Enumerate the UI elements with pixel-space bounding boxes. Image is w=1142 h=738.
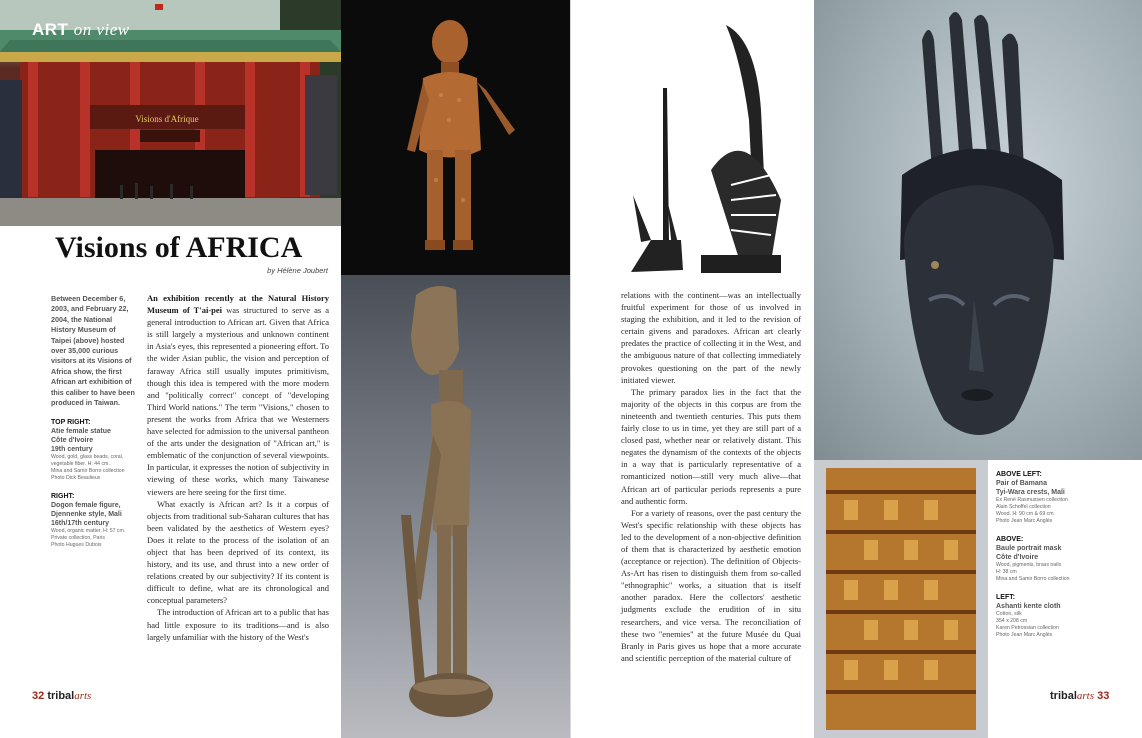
caption-detail: Wood, pigments, brass nails (996, 562, 1062, 568)
tyiwara-crests-illustration (571, 0, 814, 288)
kente-cloth-photo (814, 460, 988, 738)
caption-detail: Mina and Samir Borro collection (51, 468, 125, 475)
caption-above-label: ABOVE: (996, 536, 1024, 543)
body-paragraph: The introduction of African art to a public that has had little exposure to its traditions—and is also largely unfamiliar with the history of the West's (147, 607, 329, 642)
section-label-italic: on view (73, 20, 130, 39)
magazine-name-italic: arts (74, 690, 92, 702)
caption-line: Dogon female figure, (51, 502, 121, 510)
section-header (32, 20, 130, 40)
folio-right (1050, 690, 1109, 702)
body-paragraph: relations with the continent—was an intellectually fruitful experiment for those of us involved in staging the exhibition, and it led to the revision of certain givens and paradoxes. African art clearly predates the practice of collecting it in the West, and the ambiguous nature of that collecting immediately provokes questioning on the part of the newly initiated viewer. (621, 290, 801, 385)
baule-mask-illustration (814, 0, 1142, 460)
left-body-column (147, 292, 329, 643)
caption-detail: Wood, organic matter. H: 57 cm. (51, 528, 126, 535)
intro-blurb: Between December 6, 2003, and February 22, 2004, the National History Museum of Taipei (above) hosted over 35,000 curious visitors at its Visions of Africa show, the first African art exhibition of this caliber to have been produced in Taiwan. (51, 294, 135, 408)
caption-right-label: RIGHT: (51, 493, 75, 501)
lead-in: An exhibition recently at the Natural History Museum of T'ai-pei (147, 293, 329, 316)
museum-sign-text: Visions d'Afrique (135, 114, 199, 124)
caption-detail: Mina and Samir Borro collection (996, 576, 1070, 582)
byline: by Hélène Joubert (267, 266, 328, 275)
body-paragraph (147, 292, 329, 498)
caption-above-left-label: ABOVE LEFT: (996, 471, 1042, 478)
atie-statue-illustration (341, 0, 571, 275)
caption-line: Tyi-Wara crests, Mali (996, 489, 1065, 496)
caption-line: Atie female statue (51, 428, 111, 436)
magazine-name-italic: arts (1076, 690, 1095, 702)
caption-detail: Photo Hugues Dubois (51, 542, 102, 549)
kente-cloth-illustration (814, 460, 988, 738)
body-paragraph: What exactly is African art? Is it a corpus of objects from traditional sub-Saharan cultures that has been validated by the aesthetics of Western eyes? Does it relate to the process of the isolation of an object that has been deprived of its context, its history, and its use, and thrust into a new order of relations created by our subjectivity? If its content is difficult to define, what are its chronological and conceptual parameters? (147, 498, 329, 606)
right-body-column (621, 289, 801, 664)
tyiwara-crests-photo (571, 0, 814, 288)
caption-top-right-label: TOP RIGHT: (51, 419, 91, 427)
body-paragraph: For a variety of reasons, over the past century the West's specific relationship with these objects has led to the development of a non-objective definition of them that is characterized by aesthetic emotion (acceptance or rejection). The definition of Objects-As-Art has risen to distinguish them from so-called "ethnographic" works, a situation that is itself another paradox. Here the collectors' aesthetic judgments exclude the erudition of in situ researchers, and vice versa. The reconciliation of these two "enemies" at the future Musée du Quai Branly in Paris gives us hope that a more accurate and scientific perception of the material culture of (621, 507, 801, 663)
caption-detail: Photo Jean Marc Anglès (996, 518, 1053, 524)
paragraph-text: was structured to serve as a general introduction to African art. Given that Africa is still largely a mysterious and unknown continent in Asia's eyes, this represented a pioneering effort. To the wider Asian public, the vision and perception of faraway Africa still usually imputes primitivism, though this idea is tempered with the more modern and "politically correct" concept of "developing Third World nations." The term "Visions," chosen to present the works from Africa that we Westerners have selected for admission to the universal pantheon of the arts under the designation of "African art," is emblematic of the conjunction of several viewpoints. In particular, it expresses the notion of subjectivity in viewing of these works, which many Taiwanese viewers are here seeing for the first time. (147, 305, 329, 497)
atie-statue-photo (341, 0, 571, 275)
folio-left (32, 690, 91, 702)
caption-detail: Karen Petrossian collection (996, 625, 1059, 631)
baule-mask-photo (814, 0, 1142, 460)
article-title: Visions of AFRICA (55, 231, 303, 264)
caption-line: Côte d'Ivoire (51, 437, 94, 445)
caption-left-label: LEFT: (996, 594, 1016, 601)
caption-line: Djennenke style, Mali (51, 511, 122, 519)
caption-detail: Cotton, silk (996, 611, 1022, 617)
caption-line: Pair of Bamana (996, 480, 1047, 487)
page-number: 33 (1097, 690, 1110, 702)
caption-line: Baule portrait mask (996, 545, 1062, 552)
caption-detail: H: 38 cm (996, 569, 1017, 575)
caption-detail: Alain Schoffel collection (996, 504, 1051, 510)
magazine-name: tribal (1050, 690, 1077, 702)
caption-detail: Ex René Rasmussen collection (996, 497, 1068, 503)
page-gutter (570, 0, 571, 738)
caption-line: Ashanti kente cloth (996, 603, 1061, 610)
caption-detail: Photo Dick Beaulieux (51, 475, 101, 482)
caption-detail: Wood. H: 90 cm & 69 cm (996, 511, 1054, 517)
page-number: 32 (32, 690, 45, 702)
caption-detail: vegetable fiber. H: 44 cm. (51, 461, 110, 468)
body-paragraph: The primary paradox lies in the fact that the majority of the objects in this corpus are from the nineteenth and twentieth centuries. This puts them fairly close to us in time, yet they are still part of a closed past, whether near or relatively distant. This negates the dynamism of the contexts of the objects in a way that is particularly representative of a romanticized notion—still very much alive—that African art of particular periods represents a pure and authentic form. (621, 386, 801, 506)
magazine-name: tribal (47, 690, 75, 702)
dogon-figure-photo (341, 275, 571, 738)
caption-line: Côte d'Ivoire (996, 554, 1039, 561)
caption-detail: Wood, gold, glass beads, coral, (51, 454, 124, 461)
caption-line: 19th century (51, 446, 93, 454)
caption-line: 16th/17th century (51, 520, 109, 528)
left-sidebar (51, 294, 135, 549)
caption-detail: Photo Jean Marc Anglès (996, 632, 1053, 638)
dogon-figure-illustration (341, 275, 571, 738)
caption-detail: Private collection, Paris (51, 535, 105, 542)
caption-detail: 354 x 208 cm (996, 618, 1028, 624)
section-label: ART (32, 20, 69, 39)
